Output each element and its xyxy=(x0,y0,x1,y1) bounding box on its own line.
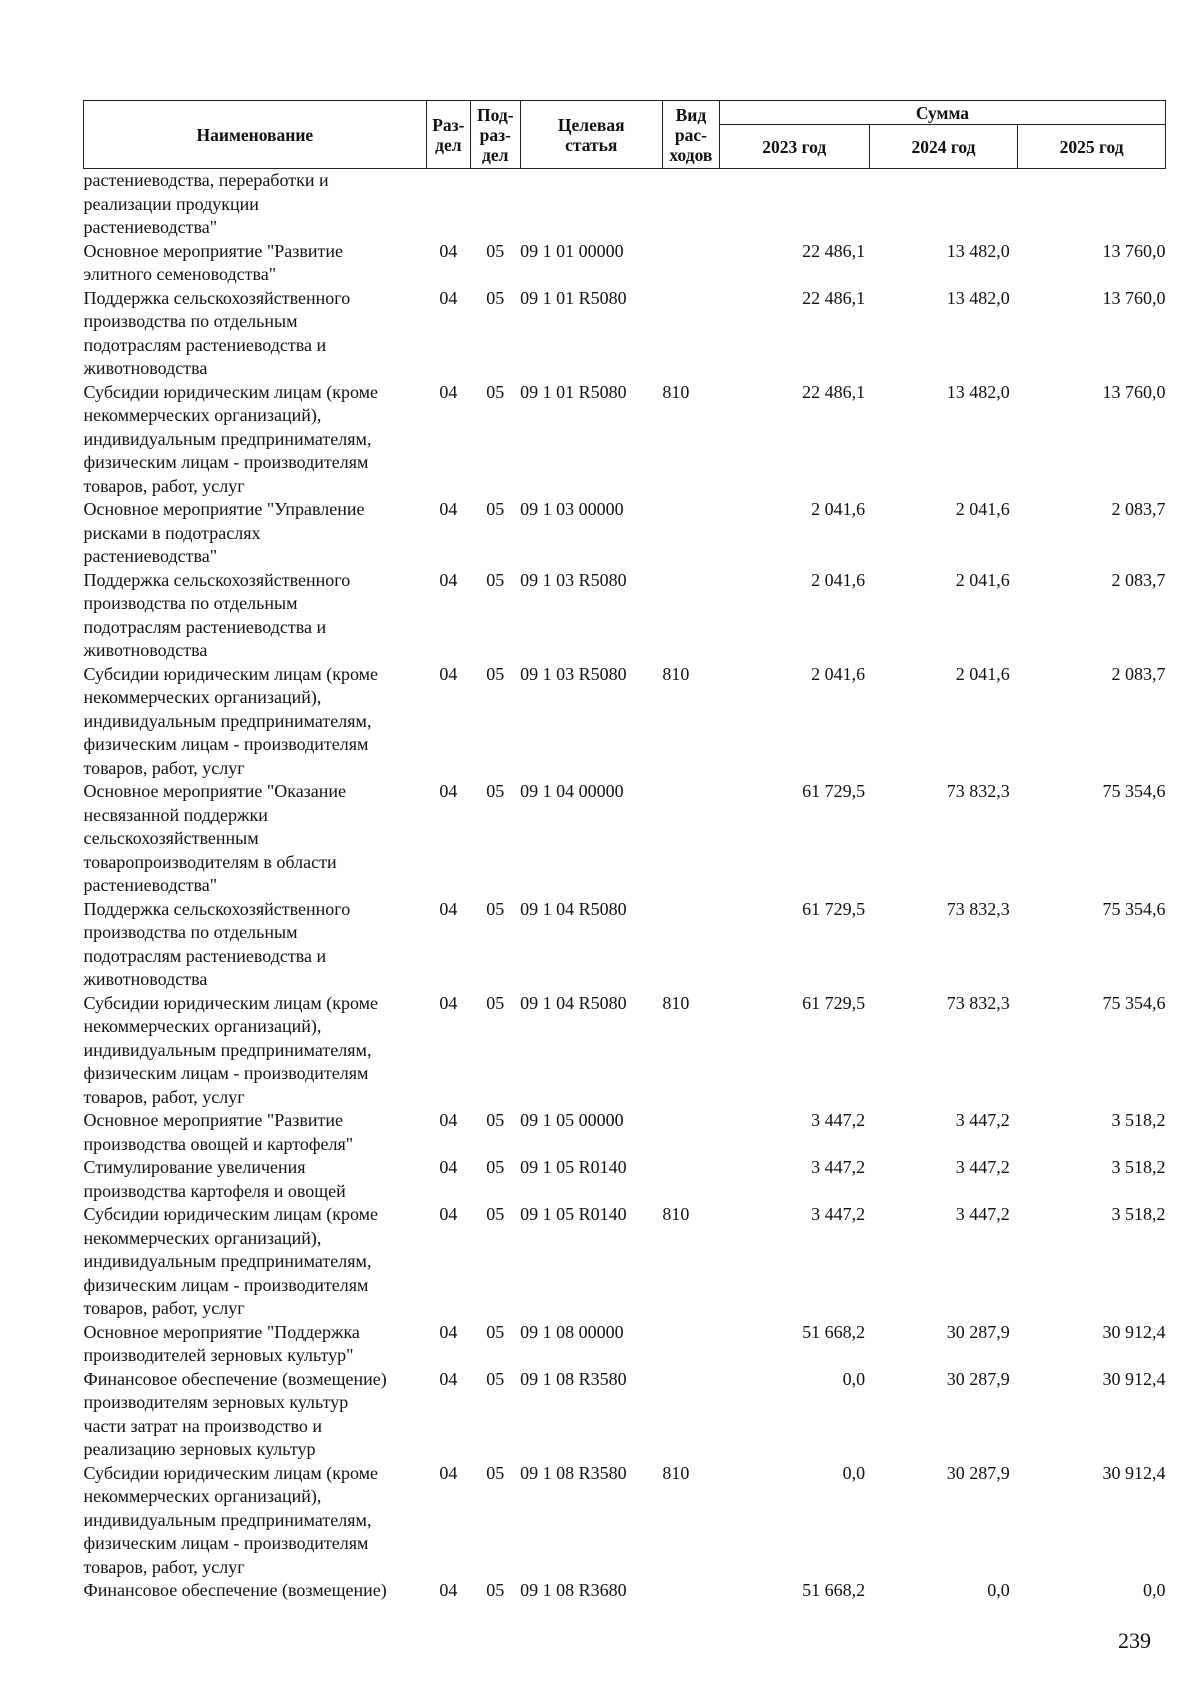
row-target-article: 09 1 01 00000 xyxy=(520,240,624,261)
table-row xyxy=(84,1321,1166,1368)
row-subsection: 05 xyxy=(486,240,505,261)
row-name: Основное мероприятие "Управление рисками в подотраслях растениеводства" xyxy=(83,499,365,566)
row-target-article: 09 1 03 R5080 xyxy=(520,663,627,684)
row-expense-type: 810 xyxy=(662,1204,690,1224)
row-expense-type: 810 xyxy=(662,381,690,402)
row-sum-2024: 73 832,3 xyxy=(946,992,1010,1013)
row-sum-2023: 0,0 xyxy=(842,1462,866,1483)
row-name: Финансовое обеспечение (возмещение) xyxy=(83,1580,387,1600)
row-section: 04 xyxy=(439,1462,458,1483)
header-year-2023: 2023 год xyxy=(719,125,869,169)
row-sum-2025: 13 760,0 xyxy=(1102,240,1166,261)
row-sum-2023: 3 447,2 xyxy=(811,1110,866,1130)
row-sum-2023: 22 486,1 xyxy=(802,381,866,402)
row-sum-2025: 0,0 xyxy=(1143,1580,1166,1600)
row-subsection: 05 xyxy=(486,381,505,402)
row-name: Основное мероприятие "Оказание несвязанной поддержки сельскохозяйственным товаропроизводителям в области растениеводства" xyxy=(83,781,347,895)
row-sum-2023: 51 668,2 xyxy=(802,1321,866,1342)
row-section: 04 xyxy=(439,499,458,519)
row-target-article: 09 1 04 R5080 xyxy=(520,992,627,1013)
row-subsection xyxy=(471,169,521,240)
row-sum-2025: 75 354,6 xyxy=(1102,781,1166,801)
row-subsection: 05 xyxy=(486,1580,505,1600)
row-expense-type xyxy=(662,1321,719,1368)
row-sum-2023: 3 447,2 xyxy=(811,1204,866,1224)
row-subsection: 05 xyxy=(486,1462,505,1483)
row-sum-2024: 30 287,9 xyxy=(946,1462,1010,1483)
row-expense-type xyxy=(662,1109,719,1156)
row-sum-2024: 30 287,9 xyxy=(946,1321,1010,1342)
row-sum-2023: 51 668,2 xyxy=(802,1580,866,1600)
row-section: 04 xyxy=(439,287,458,308)
row-name: Субсидии юридическим лицам (кроме некоммерческих организаций), индивидуальным предпринимателям, физическим лицам - производителям товаров, работ, услуг xyxy=(83,1462,379,1577)
row-expense-type xyxy=(662,898,719,992)
row-target-article: 09 1 08 00000 xyxy=(520,1321,624,1342)
row-subsection: 05 xyxy=(486,1368,505,1389)
row-target-article: 09 1 01 R5080 xyxy=(520,287,627,308)
row-name: Основное мероприятие "Развитие элитного семеноводства" xyxy=(83,240,343,284)
table-row xyxy=(84,663,1166,781)
row-expense-type xyxy=(662,780,719,898)
row-subsection: 05 xyxy=(486,1110,505,1130)
row-subsection: 05 xyxy=(486,1321,505,1342)
row-sum-2025: 3 518,2 xyxy=(1111,1204,1166,1224)
row-target-article: 09 1 08 R3580 xyxy=(520,1368,627,1389)
row-sum-2024: 3 447,2 xyxy=(955,1204,1010,1224)
table-row xyxy=(84,498,1166,569)
row-subsection: 05 xyxy=(486,499,505,519)
row-name: Стимулирование увеличения производства картофеля и овощей xyxy=(83,1157,346,1201)
header-subsection: Под- раз- дел xyxy=(471,101,521,169)
row-sum-2025: 30 912,4 xyxy=(1102,1321,1166,1342)
row-expense-type xyxy=(662,1156,719,1203)
row-sum-2024: 13 482,0 xyxy=(946,381,1010,402)
table-row xyxy=(84,1203,1166,1321)
row-sum-2023: 2 041,6 xyxy=(811,499,866,519)
row-sum-2024: 3 447,2 xyxy=(955,1157,1010,1177)
row-name: Основное мероприятие "Развитие производства овощей и картофеля" xyxy=(83,1110,354,1154)
row-sum-2025: 75 354,6 xyxy=(1102,992,1166,1013)
row-sum-2023: 3 447,2 xyxy=(811,1157,866,1177)
row-sum-2025: 3 518,2 xyxy=(1111,1157,1166,1177)
row-sum-2025: 30 912,4 xyxy=(1102,1368,1166,1389)
row-sum-2023: 22 486,1 xyxy=(802,287,866,308)
row-section: 04 xyxy=(439,992,458,1013)
table-row xyxy=(84,569,1166,663)
row-sum-2024: 2 041,6 xyxy=(955,569,1010,590)
row-sum-2025: 30 912,4 xyxy=(1102,1462,1166,1483)
row-subsection: 05 xyxy=(486,1157,505,1177)
row-target-article xyxy=(520,169,662,240)
row-expense-type xyxy=(662,498,719,569)
header-section: Раз- дел xyxy=(426,101,470,169)
row-sum-2023: 61 729,5 xyxy=(802,781,866,801)
row-sum-2024: 13 482,0 xyxy=(946,240,1010,261)
row-name: Субсидии юридическим лицам (кроме некоммерческих организаций), индивидуальным предпринимателям, физическим лицам - производителям товаров, работ, услуг xyxy=(83,1204,379,1318)
row-sum-2025: 75 354,6 xyxy=(1102,898,1166,919)
row-sum-2025 xyxy=(1018,169,1166,240)
row-sum-2025: 13 760,0 xyxy=(1102,381,1166,402)
row-section: 04 xyxy=(439,240,458,261)
row-expense-type xyxy=(662,240,719,287)
row-section: 04 xyxy=(439,1110,458,1130)
table-row xyxy=(84,169,1166,240)
row-name: Поддержка сельскохозяйственного производства по отдельным подотраслям растениеводства и животноводства xyxy=(83,569,351,660)
row-section: 04 xyxy=(439,1157,458,1177)
budget-table xyxy=(83,100,1166,1603)
row-expense-type xyxy=(662,287,719,381)
row-target-article: 09 1 04 R5080 xyxy=(520,898,627,919)
row-sum-2024: 2 041,6 xyxy=(955,663,1010,684)
row-section: 04 xyxy=(439,1368,458,1389)
row-section: 04 xyxy=(439,381,458,402)
row-sum-2023 xyxy=(719,169,869,240)
row-target-article: 09 1 01 R5080 xyxy=(520,381,627,402)
row-sum-2025: 13 760,0 xyxy=(1102,287,1166,308)
row-section: 04 xyxy=(439,781,458,801)
row-target-article: 09 1 08 R3680 xyxy=(520,1580,627,1600)
row-sum-2024: 2 041,6 xyxy=(955,499,1010,519)
row-subsection: 05 xyxy=(486,992,505,1013)
table-row xyxy=(84,1462,1166,1580)
row-name: Субсидии юридическим лицам (кроме некоммерческих организаций), индивидуальным предпринимателям, физическим лицам - производителям товаров, работ, услуг xyxy=(83,381,379,496)
row-sum-2025: 2 083,7 xyxy=(1111,499,1166,519)
row-sum-2023: 22 486,1 xyxy=(802,240,866,261)
row-section: 04 xyxy=(439,1204,458,1224)
table-row xyxy=(84,992,1166,1110)
table-row xyxy=(84,898,1166,992)
row-sum-2024: 73 832,3 xyxy=(946,781,1010,801)
page-number: 239 xyxy=(1118,1628,1151,1653)
row-name: Субсидии юридическим лицам (кроме некоммерческих организаций), индивидуальным предпринимателям, физическим лицам - производителям товаров, работ, услуг xyxy=(83,663,379,778)
row-name: Основное мероприятие "Поддержка производителей зерновых культур" xyxy=(83,1321,360,1365)
table-row xyxy=(84,1109,1166,1156)
table-body xyxy=(84,169,1166,1603)
row-section xyxy=(426,169,470,240)
row-section: 04 xyxy=(439,1580,458,1600)
row-sum-2025: 2 083,7 xyxy=(1111,663,1166,684)
row-target-article: 09 1 05 R0140 xyxy=(520,1157,627,1177)
header-expense-type: Вид рас- ходов xyxy=(662,101,719,169)
row-section: 04 xyxy=(439,898,458,919)
row-sum-2023: 2 041,6 xyxy=(811,569,866,590)
row-name: растениеводства, переработки и реализации продукции растениеводства" xyxy=(83,170,329,237)
table-row xyxy=(84,1156,1166,1203)
header-year-2025: 2025 год xyxy=(1018,125,1166,169)
row-expense-type: 810 xyxy=(662,1462,690,1483)
row-subsection: 05 xyxy=(486,287,505,308)
row-subsection: 05 xyxy=(486,569,505,590)
header-year-2024: 2024 год xyxy=(869,125,1018,169)
row-sum-2024: 30 287,9 xyxy=(946,1368,1010,1389)
table-row xyxy=(84,287,1166,381)
header-target-article: Целевая статья xyxy=(520,101,662,169)
table-row xyxy=(84,1368,1166,1462)
row-section: 04 xyxy=(439,1321,458,1342)
row-sum-2025: 2 083,7 xyxy=(1111,569,1166,590)
row-sum-2023: 0,0 xyxy=(842,1368,866,1389)
row-sum-2024: 0,0 xyxy=(987,1580,1010,1600)
row-target-article: 09 1 08 R3580 xyxy=(520,1462,627,1483)
row-target-article: 09 1 05 R0140 xyxy=(520,1204,627,1224)
row-subsection: 05 xyxy=(486,663,505,684)
row-target-article: 09 1 03 00000 xyxy=(520,499,624,519)
row-expense-type xyxy=(662,1579,719,1603)
row-sum-2023: 61 729,5 xyxy=(802,992,866,1013)
row-sum-2025: 3 518,2 xyxy=(1111,1110,1166,1130)
row-section: 04 xyxy=(439,569,458,590)
row-name: Поддержка сельскохозяйственного производства по отдельным подотраслям растениеводства и животноводства xyxy=(83,287,351,378)
table-row xyxy=(84,1579,1166,1603)
row-sum-2024: 13 482,0 xyxy=(946,287,1010,308)
row-subsection: 05 xyxy=(486,898,505,919)
row-name: Финансовое обеспечение (возмещение) производителям зерновых культур части затрат на производство и реализацию зерновых культур xyxy=(83,1368,387,1459)
table-row xyxy=(84,240,1166,287)
table-row xyxy=(84,381,1166,499)
row-section: 04 xyxy=(439,663,458,684)
row-name: Поддержка сельскохозяйственного производства по отдельным подотраслям растениеводства и животноводства xyxy=(83,898,351,989)
row-subsection: 05 xyxy=(486,1204,505,1224)
row-sum-2024 xyxy=(869,169,1018,240)
header-sum: Сумма xyxy=(719,101,1165,125)
row-target-article: 09 1 03 R5080 xyxy=(520,569,627,590)
row-sum-2024: 3 447,2 xyxy=(955,1110,1010,1130)
row-expense-type: 810 xyxy=(662,663,690,684)
row-expense-type xyxy=(662,569,719,663)
header-name: Наименование xyxy=(84,101,427,169)
row-subsection: 05 xyxy=(486,781,505,801)
row-sum-2023: 2 041,6 xyxy=(811,663,866,684)
row-expense-type xyxy=(662,169,719,240)
row-target-article: 09 1 04 00000 xyxy=(520,781,624,801)
row-target-article: 09 1 05 00000 xyxy=(520,1110,624,1130)
row-sum-2023: 61 729,5 xyxy=(802,898,866,919)
row-sum-2024: 73 832,3 xyxy=(946,898,1010,919)
table-row xyxy=(84,780,1166,898)
row-name: Субсидии юридическим лицам (кроме некоммерческих организаций), индивидуальным предпринимателям, физическим лицам - производителям товаров, работ, услуг xyxy=(83,992,379,1107)
row-expense-type: 810 xyxy=(662,992,690,1013)
row-expense-type xyxy=(662,1368,719,1462)
table-header xyxy=(84,101,1166,169)
